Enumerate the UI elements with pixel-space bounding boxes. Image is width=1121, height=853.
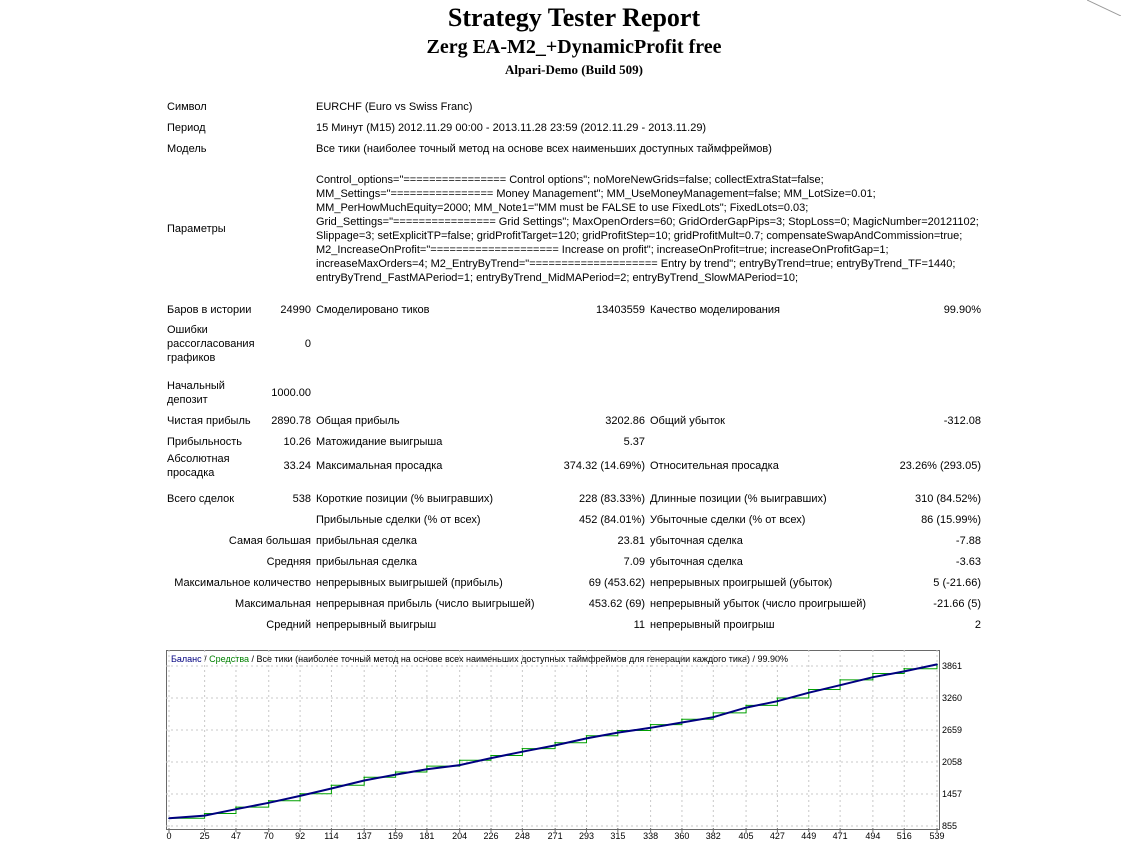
row-symbol — [164, 96, 983, 117]
balance-point — [554, 745, 556, 747]
x-tick-label: 181 — [419, 831, 435, 841]
avg-cons-wins-label: непрерывный выигрыш — [316, 618, 437, 631]
loss-trades-value: 86 (15.99%) — [921, 513, 981, 526]
largest-label: Самая большая — [228, 534, 311, 547]
max-cons-losses-value: 5 (-21.66) — [933, 576, 981, 589]
balance-line — [169, 664, 937, 818]
profit-factor-label: Прибыльность — [167, 435, 242, 448]
equity-point — [299, 793, 301, 795]
row-average — [164, 551, 983, 572]
balance-point — [650, 727, 652, 729]
period-label: Период — [167, 121, 206, 134]
equity-point — [903, 668, 905, 670]
server-build: Alpari-Demo (Build 509) — [505, 62, 643, 77]
balance-point — [808, 692, 810, 694]
report-title: Strategy Tester Report — [447, 3, 701, 32]
largest-profit-label: прибыльная сделка — [316, 534, 418, 547]
symbol-value: EURCHF (Euro vs Swiss Franc) — [316, 100, 473, 113]
max-cons-profit-value: 453.62 (69) — [588, 597, 645, 610]
params-value: Control_options="================ Control options"; noMoreNewGrids=false; collectExtraStat=false; MM_Settings="================ Money Management"; MM_UseMoneyManagement=false; MM_LotSize=0.01; MM_PerHowMuchEquity=2000; MM_Note1="MM must be FALSE to use FixedLots"; FixedLots=0.03; Grid_Settings="================ Grid Settings"; MaxOpenOrders=60; GridOrderGapPips=3; StopLoss=0; MagicNumber=20121102; Slippage=3; setExplicitTP=false; gridProfitTarget=120; gridProfitStep=10; gridProfitMult=0.7; compensateSwapAndCommission=true; M2_IncreaseOnProfit="==================== Increase on profit"; increaseOnProfit=true; increaseOnProfitGap=1; increaseMaxOrders=4; M2_EntryByTrend="==================== Entry by trend"; entryByTrend=true; entryByTrend_TF=1440; entryByTrend_FastMAPeriod=1; entryByTrend_MidMAPeriod=2; entryByTrend_SlowMAPeriod=10; — [316, 174, 979, 284]
total-trades-label: Всего сделок — [167, 492, 235, 505]
equity-point — [745, 705, 747, 707]
row-errors — [164, 320, 983, 368]
row-net-profit — [164, 410, 983, 431]
quality-label: Качество моделирования — [650, 303, 780, 316]
largest-loss-label: убыточная сделка — [650, 534, 743, 547]
abs-drawdown-value: 33.24 — [283, 460, 311, 472]
equity-point — [331, 785, 333, 787]
row-drawdown — [164, 452, 983, 480]
average-loss-label: убыточная сделка — [650, 555, 743, 568]
payoff-label: Матожидание выигрыша — [316, 435, 443, 448]
balance-point — [745, 707, 747, 709]
row-total-trades — [164, 488, 983, 509]
deposit-value: 1000.00 — [271, 387, 311, 399]
balance-point — [363, 780, 365, 782]
max-drawdown-value: 374.32 (14.69%) — [563, 460, 645, 472]
balance-point — [235, 808, 237, 810]
max-count-label: Максимальное количество — [174, 576, 311, 589]
legend-equity: Средства — [209, 654, 250, 664]
y-tick-label: 3260 — [942, 692, 963, 703]
balance-point — [713, 716, 715, 718]
x-tick-label: 0 — [166, 831, 172, 841]
equity-point — [204, 813, 206, 815]
equity-point — [235, 806, 237, 808]
row-profit-factor — [164, 431, 983, 452]
balance-point — [903, 671, 905, 673]
x-tick-label: 226 — [483, 831, 499, 841]
x-tick-label: 315 — [610, 831, 626, 841]
deposit-label: Начальный депозит — [167, 380, 225, 406]
x-tick-label: 427 — [769, 831, 785, 841]
gross-loss-value: -312.08 — [943, 414, 981, 427]
chart-plot — [166, 650, 940, 836]
x-tick-label: 114 — [324, 831, 339, 841]
max-cons-profit-label: непрерывная прибыль (число выигрышей) — [316, 597, 535, 610]
gross-loss-label: Общий убыток — [650, 414, 725, 427]
max-cons-wins-label: непрерывных выигрышей (прибыль) — [316, 576, 503, 589]
gross-profit-label: Общая прибыль — [316, 414, 400, 427]
x-tick-label: 92 — [295, 831, 306, 841]
y-tick-label: 2058 — [942, 756, 963, 767]
balance-point — [426, 769, 428, 771]
report-table — [164, 96, 983, 635]
bars-value: 24990 — [280, 303, 311, 316]
balance-point — [617, 732, 619, 734]
max-drawdown-label: Максимальная просадка — [316, 460, 443, 472]
profit-factor-value: 10.26 — [283, 435, 311, 448]
net-profit-value: 2890.78 — [271, 414, 311, 427]
x-tick-label: 382 — [705, 831, 721, 841]
balance-point — [299, 795, 301, 797]
long-positions-value: 310 (84.52%) — [914, 492, 981, 505]
errors-label: Ошибки рассогласования графиков — [167, 324, 255, 364]
equity-point — [839, 679, 841, 681]
balance-point — [331, 788, 333, 790]
equity-line — [169, 664, 937, 818]
max-cons-wins-value: 69 (453.62) — [588, 576, 645, 589]
x-tick-label: 360 — [674, 831, 690, 841]
errors-value: 0 — [304, 338, 311, 350]
x-tick-label: 248 — [514, 831, 530, 841]
equity-point — [395, 771, 397, 773]
long-positions-label: Длинные позиции (% выигравших) — [650, 492, 827, 505]
row-max-count — [164, 572, 983, 593]
avg-cons-wins-value: 11 — [633, 618, 645, 631]
chart-description: / Все тики (наиболее точный метод на основе всех наименьших доступных таймфреймов для генерации каждого тика) / 99.90% — [249, 654, 789, 664]
row-period — [164, 117, 983, 138]
equity-point — [872, 673, 874, 675]
balance-point — [168, 818, 170, 820]
balance-point — [936, 664, 938, 666]
params-label: Параметры — [167, 223, 226, 235]
ticks-value: 13403559 — [596, 303, 645, 316]
maximal-label: Максимальная — [235, 597, 311, 610]
model-label: Модель — [167, 142, 207, 155]
profit-trades-value: 452 (84.01%) — [578, 513, 645, 526]
row-profit-trades — [164, 509, 983, 530]
row-deposit — [164, 376, 983, 410]
rel-drawdown-value: 23.26% (293.05) — [899, 460, 981, 472]
x-tick-label: 70 — [263, 831, 274, 841]
loss-trades-label: Убыточные сделки (% от всех) — [650, 513, 806, 526]
average-profit-label: прибыльная сделка — [316, 555, 418, 568]
row-model — [164, 138, 983, 159]
net-profit-label: Чистая прибыль — [167, 414, 251, 427]
ticks-label: Смоделировано тиков — [316, 303, 430, 316]
avg-cons-losses-value: 2 — [974, 618, 981, 631]
x-tick-label: 47 — [230, 831, 241, 841]
x-tick-label: 159 — [388, 831, 404, 841]
x-tick-label: 539 — [929, 831, 945, 841]
equity-point — [459, 760, 461, 762]
balance-point — [681, 722, 683, 724]
short-positions-value: 228 (83.33%) — [578, 492, 645, 505]
x-tick-label: 516 — [896, 831, 912, 841]
row-largest — [164, 530, 983, 551]
bars-label: Баров в истории — [167, 303, 252, 316]
legend-balance: Баланс — [171, 654, 202, 664]
equity-point — [681, 719, 683, 721]
equity-point — [586, 735, 588, 737]
quality-value: 99.90% — [943, 303, 981, 316]
row-avg-consecutive — [164, 614, 983, 635]
x-tick-label: 449 — [801, 831, 817, 841]
average-label: Средняя — [266, 555, 311, 568]
balance-point — [204, 815, 206, 817]
abs-drawdown-label: Абсолютная просадка — [167, 453, 230, 479]
x-tick-label: 338 — [643, 831, 659, 841]
total-trades-value: 538 — [292, 492, 311, 505]
x-tick-label: 293 — [578, 831, 594, 841]
balance-point — [872, 676, 874, 678]
y-tick-label: 855 — [942, 821, 958, 831]
balance-point — [490, 757, 492, 759]
equity-point — [777, 697, 779, 699]
equity-point — [522, 748, 524, 750]
balance-point — [839, 684, 841, 686]
payoff-value: 5.37 — [623, 435, 645, 448]
balance-point — [395, 774, 397, 776]
row-parameters — [164, 159, 983, 299]
balance-point — [777, 700, 779, 702]
equity-point — [426, 765, 428, 767]
equity-point — [713, 712, 715, 714]
short-positions-label: Короткие позиции (% выигравших) — [316, 492, 494, 505]
equity-point — [617, 730, 619, 732]
model-value: Все тики (наиболее точный метод на основе всех наименьших доступных таймфреймов) — [316, 142, 772, 155]
period-value: 15 Минут (M15) 2012.11.29 00:00 - 2013.11.28 23:59 (2012.11.29 - 2013.11.29) — [316, 121, 707, 134]
largest-loss-value: -7.88 — [955, 534, 981, 547]
x-tick-label: 471 — [832, 831, 848, 841]
equity-point — [490, 755, 492, 757]
equity-point — [268, 800, 270, 802]
largest-profit-value: 23.81 — [617, 534, 645, 547]
expert-name: Zerg EA-M2_+DynamicProfit free — [426, 36, 722, 58]
balance-point — [522, 751, 524, 753]
equity-point — [808, 689, 810, 691]
gross-profit-value: 3202.86 — [605, 414, 645, 427]
max-cons-loss-value: -21.66 (5) — [933, 597, 981, 610]
legend-separator: / — [201, 654, 210, 664]
max-cons-loss-label: непрерывный убыток (число проигрышей) — [650, 597, 867, 610]
x-tick-label: 204 — [452, 831, 468, 841]
symbol-label: Символ — [167, 100, 207, 113]
profit-trades-label: Прибыльные сделки (% от всех) — [316, 513, 481, 526]
rel-drawdown-label: Относительная просадка — [650, 460, 779, 472]
max-cons-losses-label: непрерывных проигрышей (убыток) — [650, 576, 833, 589]
avg-label: Средний — [266, 618, 311, 631]
y-tick-label: 2659 — [942, 724, 963, 735]
x-tick-label: 271 — [547, 831, 563, 841]
balance-point — [586, 738, 588, 740]
balance-point — [268, 802, 270, 804]
y-tick-label: 1457 — [942, 788, 963, 799]
row-maximal — [164, 593, 983, 614]
row-bars — [164, 299, 983, 320]
equity-point — [363, 777, 365, 779]
y-tick-label: 3861 — [942, 661, 963, 671]
equity-point — [650, 724, 652, 726]
avg-cons-losses-label: непрерывный проигрыш — [650, 618, 775, 631]
average-profit-value: 7.09 — [623, 555, 645, 568]
x-tick-label: 405 — [738, 831, 754, 841]
average-loss-value: -3.63 — [955, 555, 981, 568]
balance-point — [459, 764, 461, 766]
x-tick-label: 25 — [199, 831, 210, 841]
equity-point — [554, 742, 556, 744]
x-tick-label: 494 — [865, 831, 881, 841]
x-tick-label: 137 — [356, 831, 372, 841]
